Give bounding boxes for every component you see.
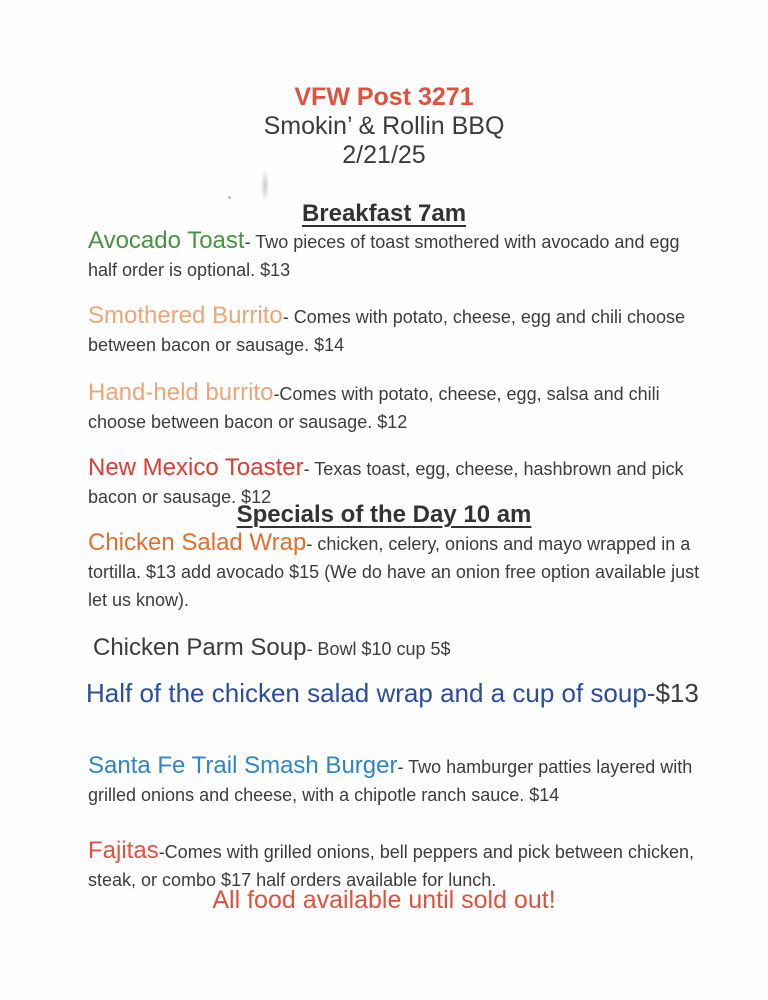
menu-title: VFW Post 3271 xyxy=(294,83,474,111)
menu-item-name: New Mexico Toaster xyxy=(88,454,304,481)
menu-item-name: Chicken Parm Soup xyxy=(93,634,307,661)
menu-item-desc: -Comes with grilled onions, bell peppers and pick between chicken, steak, or combo $17 half orders available for lunch. xyxy=(88,842,694,890)
footer-note: All food available until sold out! xyxy=(212,886,556,914)
menu-item-desc: - Two hamburger patties layered with grilled onions and cheese, with a chipotle ranch sauce. $14 xyxy=(88,757,693,805)
section-heading-specials: Specials of the Day 10 am xyxy=(236,501,532,528)
menu-item-desc: - Texas toast, egg, cheese, hashbrown and pick bacon or sausage. $12 xyxy=(88,459,684,507)
menu-item-desc: - chicken, celery, onions and mayo wrapped in a tortilla. $13 add avocado $15 (We do have an onion free option available just let us know). xyxy=(88,534,700,610)
menu-item-hand-held-burrito xyxy=(88,379,704,436)
menu-item-name: Fajitas xyxy=(88,837,159,864)
menu-date: 2/21/25 xyxy=(342,141,426,169)
menu-item-name: Half of the chicken salad wrap and a cup of soup- xyxy=(86,678,656,708)
menu-item-price: $13 xyxy=(655,678,699,708)
menu-item-name: Santa Fe Trail Smash Burger xyxy=(88,752,398,779)
menu-item-name: Chicken Salad Wrap xyxy=(88,529,307,556)
menu-item-smothered-burrito xyxy=(88,302,704,359)
menu-item-half-wrap-and-soup xyxy=(86,679,756,710)
menu-item-name: Avocado Toast xyxy=(88,227,245,254)
menu-item-desc: -Comes with potato, cheese, egg, salsa and chili choose between bacon or sausage. $12 xyxy=(88,384,660,432)
section-heading-breakfast: Breakfast 7am xyxy=(301,200,467,227)
menu-item-desc: - Bowl $10 cup 5$ xyxy=(306,639,451,659)
menu-item-name: Hand-held burrito xyxy=(88,379,274,406)
menu-item-avocado-toast xyxy=(88,227,704,284)
menu-item-desc: - Two pieces of toast smothered with avocado and egg half order is optional. $13 xyxy=(88,232,680,280)
menu-subtitle: Smokin’ & Rollin BBQ xyxy=(263,112,505,140)
menu-item-chicken-salad-wrap xyxy=(88,529,704,614)
menu-item-chicken-parm-soup xyxy=(93,634,709,663)
scan-dot-artifact xyxy=(228,196,231,199)
menu-item-santa-fe-smash-burger xyxy=(88,752,704,809)
menu-item-desc: - Comes with potato, cheese, egg and chili choose between bacon or sausage. $14 xyxy=(88,307,685,355)
menu-item-name: Smothered Burrito xyxy=(88,302,283,329)
